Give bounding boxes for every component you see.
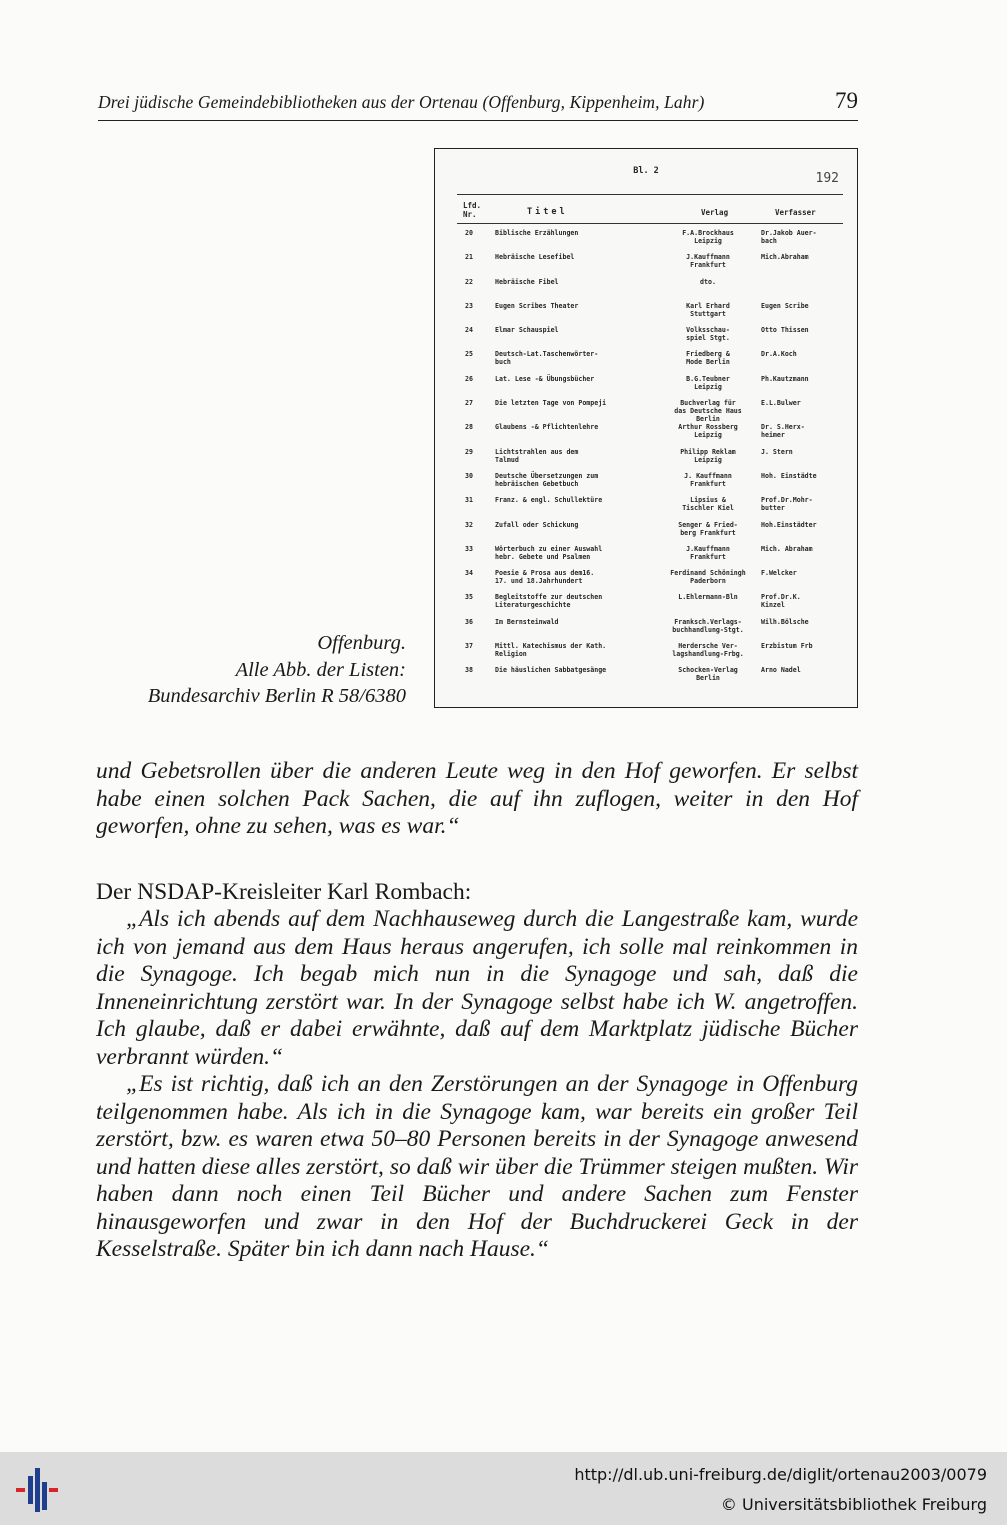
footer-bar — [0, 1452, 1007, 1525]
table-row — [435, 618, 857, 642]
cell-verlag: L.Ehlermann-Bln — [678, 593, 738, 602]
cell-titel: Hebräische Fibel — [495, 277, 559, 286]
cell-nr: 25 — [465, 350, 473, 359]
cell-titel: Mittl. Katechismus der Kath. Religion — [495, 642, 607, 659]
cell-verfasser: Erzbistum Frb — [761, 642, 813, 651]
cell-verfasser: Prof.Dr.Mohr- butter — [761, 496, 813, 513]
cell-nr: 23 — [465, 301, 473, 310]
cell-verlag: Friedberg & Mode Berlin — [686, 350, 730, 367]
table-rule — [457, 194, 843, 195]
cell-verlag: B.G.Teubner Leipzig — [686, 374, 730, 391]
cell-verfasser: Prof.Dr.K. Kinzel — [761, 593, 801, 610]
running-title: Drei jüdische Gemeindebibliotheken aus der Ortenau (Offenburg, Kippenheim, Lahr) — [98, 92, 705, 112]
table-row — [435, 302, 857, 326]
cell-verfasser: Mich.Abraham — [761, 253, 809, 262]
column-header-nr: Lfd. Nr. — [463, 201, 482, 219]
cell-verlag: J.Kauffmann Frankfurt — [686, 544, 730, 561]
table-row — [435, 399, 857, 423]
cell-verlag: Franksch.Verlags- buchhandlung-Stgt. — [672, 617, 744, 634]
cell-nr: 33 — [465, 544, 473, 553]
paragraph-speaker: Der NSDAP-Kreisleiter Karl Rombach: — [96, 878, 472, 905]
table-row — [435, 448, 857, 472]
cell-titel: Poesie & Prosa aus dem16. 17. und 18.Jahrhundert — [495, 569, 595, 586]
table-row — [435, 666, 857, 690]
caption-line: Offenburg. — [317, 632, 406, 654]
caption-line: Alle Abb. der Listen: — [235, 658, 406, 681]
body-text — [96, 758, 858, 1264]
cell-titel: Deutsch-Lat.Taschenwörter- buch — [495, 350, 599, 367]
cell-verlag: Schocken-Verlag Berlin — [678, 666, 738, 683]
cell-verlag: Volksschau- spiel Stgt. — [686, 326, 730, 343]
table-row — [435, 642, 857, 666]
table-row — [435, 375, 857, 399]
cell-verlag: F.A.Brockhaus Leipzig — [682, 229, 734, 245]
cell-nr: 20 — [465, 229, 473, 237]
cell-verfasser: Ph.Kautzmann — [761, 374, 809, 383]
cell-verlag: Herdersche Ver- lagshandlung-Frbg. — [672, 642, 744, 659]
cell-verfasser: Dr.Jakob Auer- bach — [761, 229, 817, 245]
cell-nr: 38 — [465, 666, 473, 675]
table-row — [435, 521, 857, 545]
cell-verfasser: E.L.Bulwer — [761, 399, 801, 408]
cell-nr: 26 — [465, 374, 473, 383]
cell-verfasser: Otto Thissen — [761, 326, 809, 335]
cell-nr: 34 — [465, 569, 473, 578]
cell-nr: 27 — [465, 399, 473, 408]
table-row — [435, 545, 857, 569]
source-url-link[interactable]: http://dl.ub.uni-freiburg.de/diglit/ortenau2003/0079 — [574, 1465, 987, 1484]
table-row — [435, 278, 857, 302]
caption-line: Bundesarchiv Berlin R 58/6380 — [147, 685, 406, 707]
cell-nr: 37 — [465, 642, 473, 651]
cell-verfasser: Arno Nadel — [761, 666, 801, 675]
copyright-notice: © Universitätsbibliothek Freiburg — [720, 1495, 987, 1514]
cell-titel: Franz. & engl. Schullektüre — [495, 496, 603, 505]
cell-verlag: Arthur Rossberg Leipzig — [678, 423, 738, 440]
cell-titel: Biblische Erzählungen — [495, 229, 579, 237]
cell-verlag: dto. — [700, 277, 716, 286]
cell-titel: Hebräische Lesefibel — [495, 253, 575, 262]
cell-titel: Glaubens -& Pflichtenlehre — [495, 423, 599, 432]
archival-list-figure — [434, 148, 858, 708]
cell-titel: Wörterbuch zu einer Auswahl hebr. Gebete und Psalmen — [495, 544, 603, 561]
paragraph: und Gebetsrollen über die anderen Leute weg in den Hof geworfen. Er selbst habe einen solchen Pack Sachen, die auf ihn zuflogen, weiter in den Hof geworfen, ohne zu sehen, was es war.“ — [96, 758, 858, 839]
table-row — [435, 423, 857, 447]
table-row — [435, 326, 857, 350]
column-header-titel: Titel — [527, 207, 568, 217]
cell-nr: 29 — [465, 447, 473, 456]
cell-verlag: Lipsius & Tischler Kiel — [682, 496, 734, 513]
column-header-verfasser: Verfasser — [775, 208, 816, 217]
cell-verfasser: Eugen Scribe — [761, 301, 809, 310]
cell-verfasser: Hoh.Einstädter — [761, 520, 817, 529]
cell-nr: 24 — [465, 326, 473, 335]
sheet-label: Bl. 2 — [633, 166, 659, 176]
table-row — [435, 569, 857, 593]
table-row — [435, 350, 857, 374]
cell-verfasser: Wilh.Bölsche — [761, 617, 809, 626]
figure-caption — [100, 630, 406, 710]
ub-freiburg-logo-icon[interactable] — [10, 1462, 64, 1516]
table-row — [435, 496, 857, 520]
cell-titel: Im Bernsteinwald — [495, 617, 559, 626]
cell-verfasser: F.Welcker — [761, 569, 797, 578]
cell-titel: Zufall oder Schickung — [495, 520, 579, 529]
cell-titel: Die häuslichen Sabbatgesänge — [495, 666, 607, 675]
cell-verlag: J.Kauffmann Frankfurt — [686, 253, 730, 270]
cell-nr: 32 — [465, 520, 473, 529]
column-header-verlag: Verlag — [701, 208, 729, 217]
cell-verfasser: Dr.A.Koch — [761, 350, 797, 359]
cell-nr: 22 — [465, 277, 473, 286]
cell-verfasser: Dr. S.Herx- heimer — [761, 423, 805, 440]
cell-verlag: Senger & Fried- berg Frankfurt — [678, 520, 738, 537]
quote-paragraph: „Als ich abends auf dem Nachhauseweg durch die Langestraße kam, wurde ich von jemand aus dem Haus heraus angerufen, ich solle mal reinkommen in die Synagoge. Ich begab mich nun in die Synagoge und sah, daß die Inneneinrichtung zerstört war. In der Synagoge selbst habe ich W. angetroffen. Ich glaube, daß er dabei erwähnte, daß auf dem Marktplatz jüdische Bücher verbrannt würden.“ — [96, 906, 858, 1070]
cell-titel: Eugen Scribes Theater — [495, 301, 579, 310]
cell-verlag: Buchverlag für das Deutsche Haus Berlin — [674, 399, 742, 424]
running-header — [98, 88, 858, 121]
cell-verlag: Karl Erhard Stuttgart — [686, 301, 730, 318]
folio-stamp: 192 — [815, 171, 839, 186]
cell-verlag: Philipp Reklam Leipzig — [680, 447, 736, 464]
cell-verfasser: Mich. Abraham — [761, 544, 813, 553]
quote-paragraph: „Es ist richtig, daß ich an den Zerstörungen an der Synagoge in Offenburg teilgenommen habe. Als ich in die Synagoge kam, war bereits ein großer Teil zerstört, bzw. es waren etwa 50–80 Personen bereits in der Synagoge anwesend und hatten diese alles zerstört, so daß wir über die Trümmer steigen mußten. Wir haben dann noch einen Teil Bücher und andere Sachen zum Fenster hinausgeworfen und zwar in den Hof der Buchdruckerei Geck in der Kesselstraße. Später bin ich dann nach Hause.“ — [96, 1071, 858, 1262]
cell-verfasser: Hoh. Einstädte — [761, 471, 817, 480]
cell-nr: 36 — [465, 617, 473, 626]
table-row — [435, 593, 857, 617]
table-body — [435, 229, 857, 691]
cell-nr: 21 — [465, 253, 473, 262]
cell-nr: 30 — [465, 471, 473, 480]
cell-titel: Elmar Schauspiel — [495, 326, 559, 335]
cell-titel: Lichtstrahlen aus dem Talmud — [495, 447, 579, 464]
table-row — [435, 472, 857, 496]
cell-nr: 31 — [465, 496, 473, 505]
cell-titel: Begleitstoffe zur deutschen Literaturgeschichte — [495, 593, 603, 610]
cell-verlag: J. Kauffmann Frankfurt — [684, 471, 732, 488]
cell-nr: 28 — [465, 423, 473, 432]
cell-verfasser: J. Stern — [761, 447, 793, 456]
page-number: 79 — [835, 88, 858, 113]
table-rule — [457, 223, 843, 224]
cell-titel: Lat. Lese -& Übungsbücher — [495, 374, 595, 383]
table-row — [435, 253, 857, 277]
table-row — [435, 229, 857, 253]
cell-nr: 35 — [465, 593, 473, 602]
cell-titel: Deutsche Übersetzungen zum hebräischen Gebetbuch — [495, 471, 599, 488]
cell-verlag: Ferdinand Schöningh Paderborn — [670, 569, 746, 586]
cell-titel: Die letzten Tage von Pompeji — [495, 399, 607, 408]
